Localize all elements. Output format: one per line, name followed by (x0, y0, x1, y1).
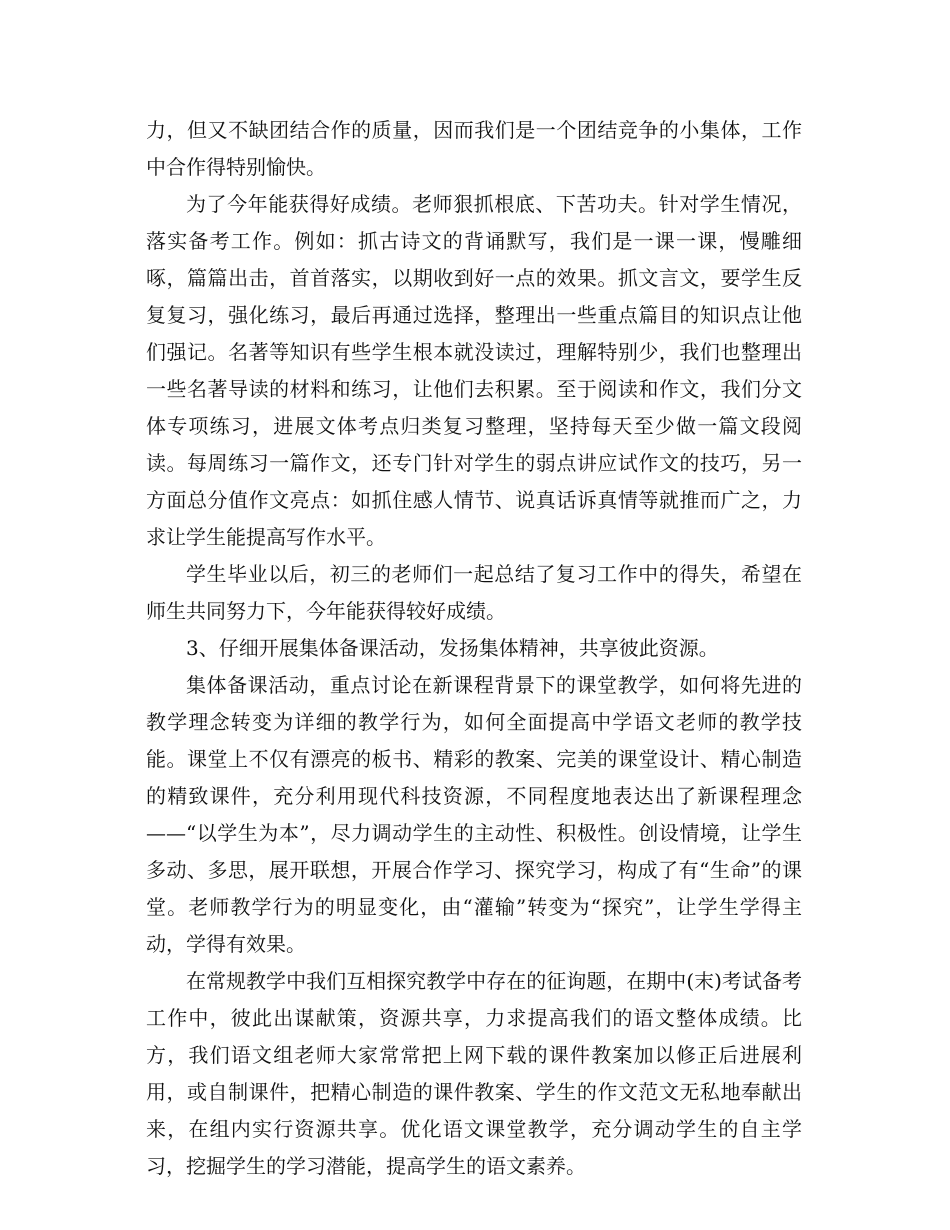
paragraph-graduation-summary: 学生毕业以后，初三的老师们一起总结了复习工作中的得失，希望在师生共同努力下，今年能获得较好成绩。 (146, 562, 802, 623)
paragraph-continuation: 力，但又不缺团结合作的质量，因而我们是一个团结竞争的小集体，工作中合作得特别愉快。 (146, 118, 802, 179)
document-body (146, 112, 802, 1185)
paragraph-collective-lesson-prep: 集体备课活动，重点讨论在新课程背景下的课堂教学，如何将先进的教学理念转变为详细的教学行为，如何全面提高中学语文老师的教学技能。课堂上不仅有漂亮的板书、精彩的教案、完美的课堂设计、精心制造的精致课件，充分利用现代科技资源，不同程度地表达出了新课程理念——“以学生为本”，尽力调动学生的主动性、积极性。创设情境，让学生多动、多思，展开联想，开展合作学习、探究学习，构成了有“生命”的课堂。老师教学行为的明显变化，由“灌输”转变为“探究”，让学生学得主动，学得有效果。 (146, 673, 802, 956)
paragraph-routine-teaching: 在常规教学中我们互相探究教学中存在的征询题，在期中(末)考试备考工作中，彼此出谋献策，资源共享，力求提高我们的语文整体成绩。比方，我们语文组老师大家常常把上网下载的课件教案加以修正后进展利用，或自制课件，把精心制造的课件教案、学生的作文范文无私地奉献出来，在组内实行资源共享。优化语文课堂教学，充分调动学生的自主学习，挖掘学生的学习潜能，提高学生的语文素养。 (146, 969, 802, 1178)
paragraph-exam-preparation: 为了今年能获得好成绩。老师狠抓根底、下苦功夫。针对学生情况，落实备考工作。例如：抓古诗文的背诵默写，我们是一课一课，慢雕细啄，篇篇出击，首首落实，以期收到好一点的效果。抓文言文，要学生反复复习，强化练习，最后再通过选择，整理出一些重点篇目的知识点让他们强记。名著等知识有些学生根本就没读过，理解特别少，我们也整理出一些名著导读的材料和练习，让他们去积累。至于阅读和作文，我们分文体专项练习，进展文体考点归类复习整理，坚持每天至少做一篇文段阅读。每周练习一篇作文，还专门针对学生的弱点讲应试作文的技巧，另一方面总分值作文亮点：如抓住感人情节、说真话诉真情等就推而广之，力求让学生能提高写作水平。 (146, 192, 802, 549)
section-heading-collective-lesson-prep: 3、仔细开展集体备课活动，发扬集体精神，共享彼此资源。 (186, 636, 719, 660)
